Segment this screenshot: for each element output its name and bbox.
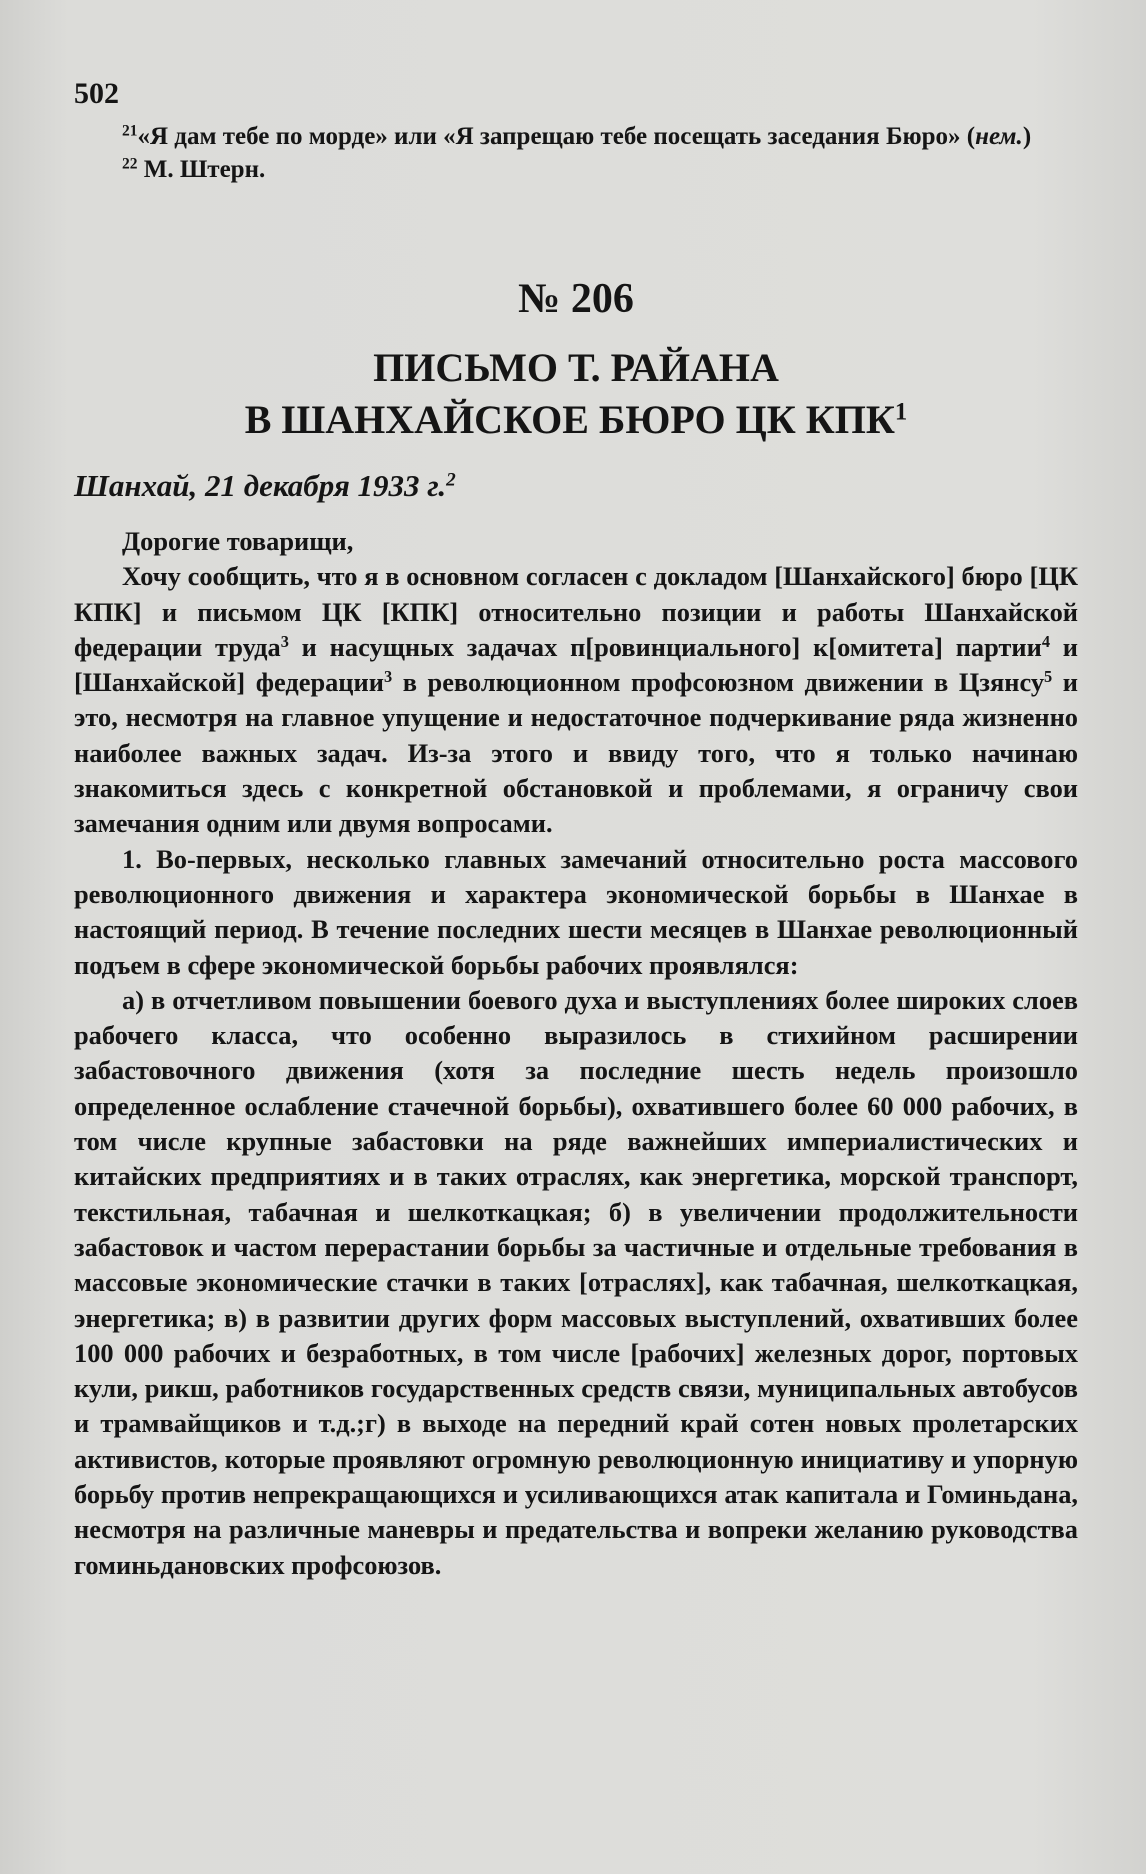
footnote-tail: ) [1022, 123, 1032, 150]
title-note-marker: 1 [894, 398, 908, 426]
note-marker: 3 [280, 631, 289, 651]
note-marker: 5 [1044, 667, 1053, 687]
dateline-note-marker: 2 [446, 469, 456, 491]
para1-text: и [Шанхайской] федерации [74, 631, 1079, 698]
dateline-text: Шанхай, 21 декабря 1933 г. [74, 468, 447, 503]
dateline [74, 466, 1078, 506]
footnote-21 [74, 120, 1078, 153]
title-line-1: ПИСЬМО Т. РАЙАНА [373, 345, 779, 390]
footnote-22 [74, 153, 1078, 186]
paragraph-1 [74, 559, 1078, 841]
note-marker: 4 [1041, 631, 1050, 651]
document-number: № 206 [518, 276, 634, 322]
document-title [74, 342, 1078, 446]
para1-text: и насущных задачах п[ровинциального] к[омитета] партии [288, 631, 1042, 662]
footnote-marker: 21 [122, 122, 138, 140]
letter-body [74, 524, 1078, 1583]
footnote-text: М. Штерн. [143, 156, 266, 183]
note-marker: 3 [383, 667, 393, 687]
page-content [74, 76, 1078, 1583]
para1-text: и это, несмотря на главное упущение и недостаточное подчеркивание ряда жизненно наиболее важных задач. Из-за этого и ввиду того, что я только начинаю знакомиться здесь с конкретной обстановкой и проблемами, я ограничу свои замечания одним или двумя вопросами. [74, 667, 1078, 839]
footnote-italic: нем. [975, 123, 1023, 150]
title-line-2: В ШАНХАЙСКОЕ БЮРО ЦК КПК [244, 397, 895, 442]
footnote-marker: 22 [122, 155, 138, 173]
page-number: 502 [74, 77, 119, 110]
para1-text: Хочу сообщить, что я в основном согласен с докладом [Шанхайского] бюро [ЦК КПК] и письмом ЦК [КПК] относительно позиции и работы Шанхайской федерации труда [74, 561, 1078, 662]
greeting: Дорогие товарищи, [122, 526, 354, 556]
paragraph-3: а) в отчетливом повышении боевого духа и выступлениях более широких слоев рабочего класса, что особенно выразилось в стихийном расширении забастовочного движения (хотя за последние шесть недель произошло определенное ослабление стачечной борьбы), охватившего более 60 000 рабочих, в том числе крупные забастовки на ряде важнейших империалистических и китайских предприятиях и в таких отраслях, как энергетика, морской транспорт, текстильная, табачная и шелкоткацкая; б) в увеличении продолжительности забастовок и частом перерастании борьбы за частичные и отдельные требования в массовые экономические стачки в таких [отраслях], как табачная, шелкоткацкая, энергетика; в) в развитии других форм массовых выступлений, охвативших более 100 000 рабочих и безработных, в том числе [рабочих] железных дорог, портовых кули, рикш, работников государственных средств связи, муниципальных автобусов и трамвайщиков и т.д.;г) в выходе на передний край сотен новых пролетарских активистов, которые проявляют огромную революционную инициативу и упорную борьбу против непрекращающихся и усиливающихся атак капитала и Гоминьдана, несмотря на различные маневры и предательства и вопреки желанию руководства гоминьдановских профсоюзов. [74, 984, 1078, 1580]
para1-text: в революционном профсоюзном движении в Цзянсу [392, 667, 1045, 698]
footnote-text: «Я дам тебе по морде» или «Я запрещаю тебе посещать заседания Бюро» ( [137, 123, 976, 150]
paragraph-2: 1. Во-первых, несколько главных замечаний относительно роста массового революционного движения и характера экономической борьбы в Шанхае в настоящий период. В течение последних шести месяцев в Шанхае революционный подъем в сфере экономической борьбы рабочих проявлялся: [74, 843, 1078, 980]
